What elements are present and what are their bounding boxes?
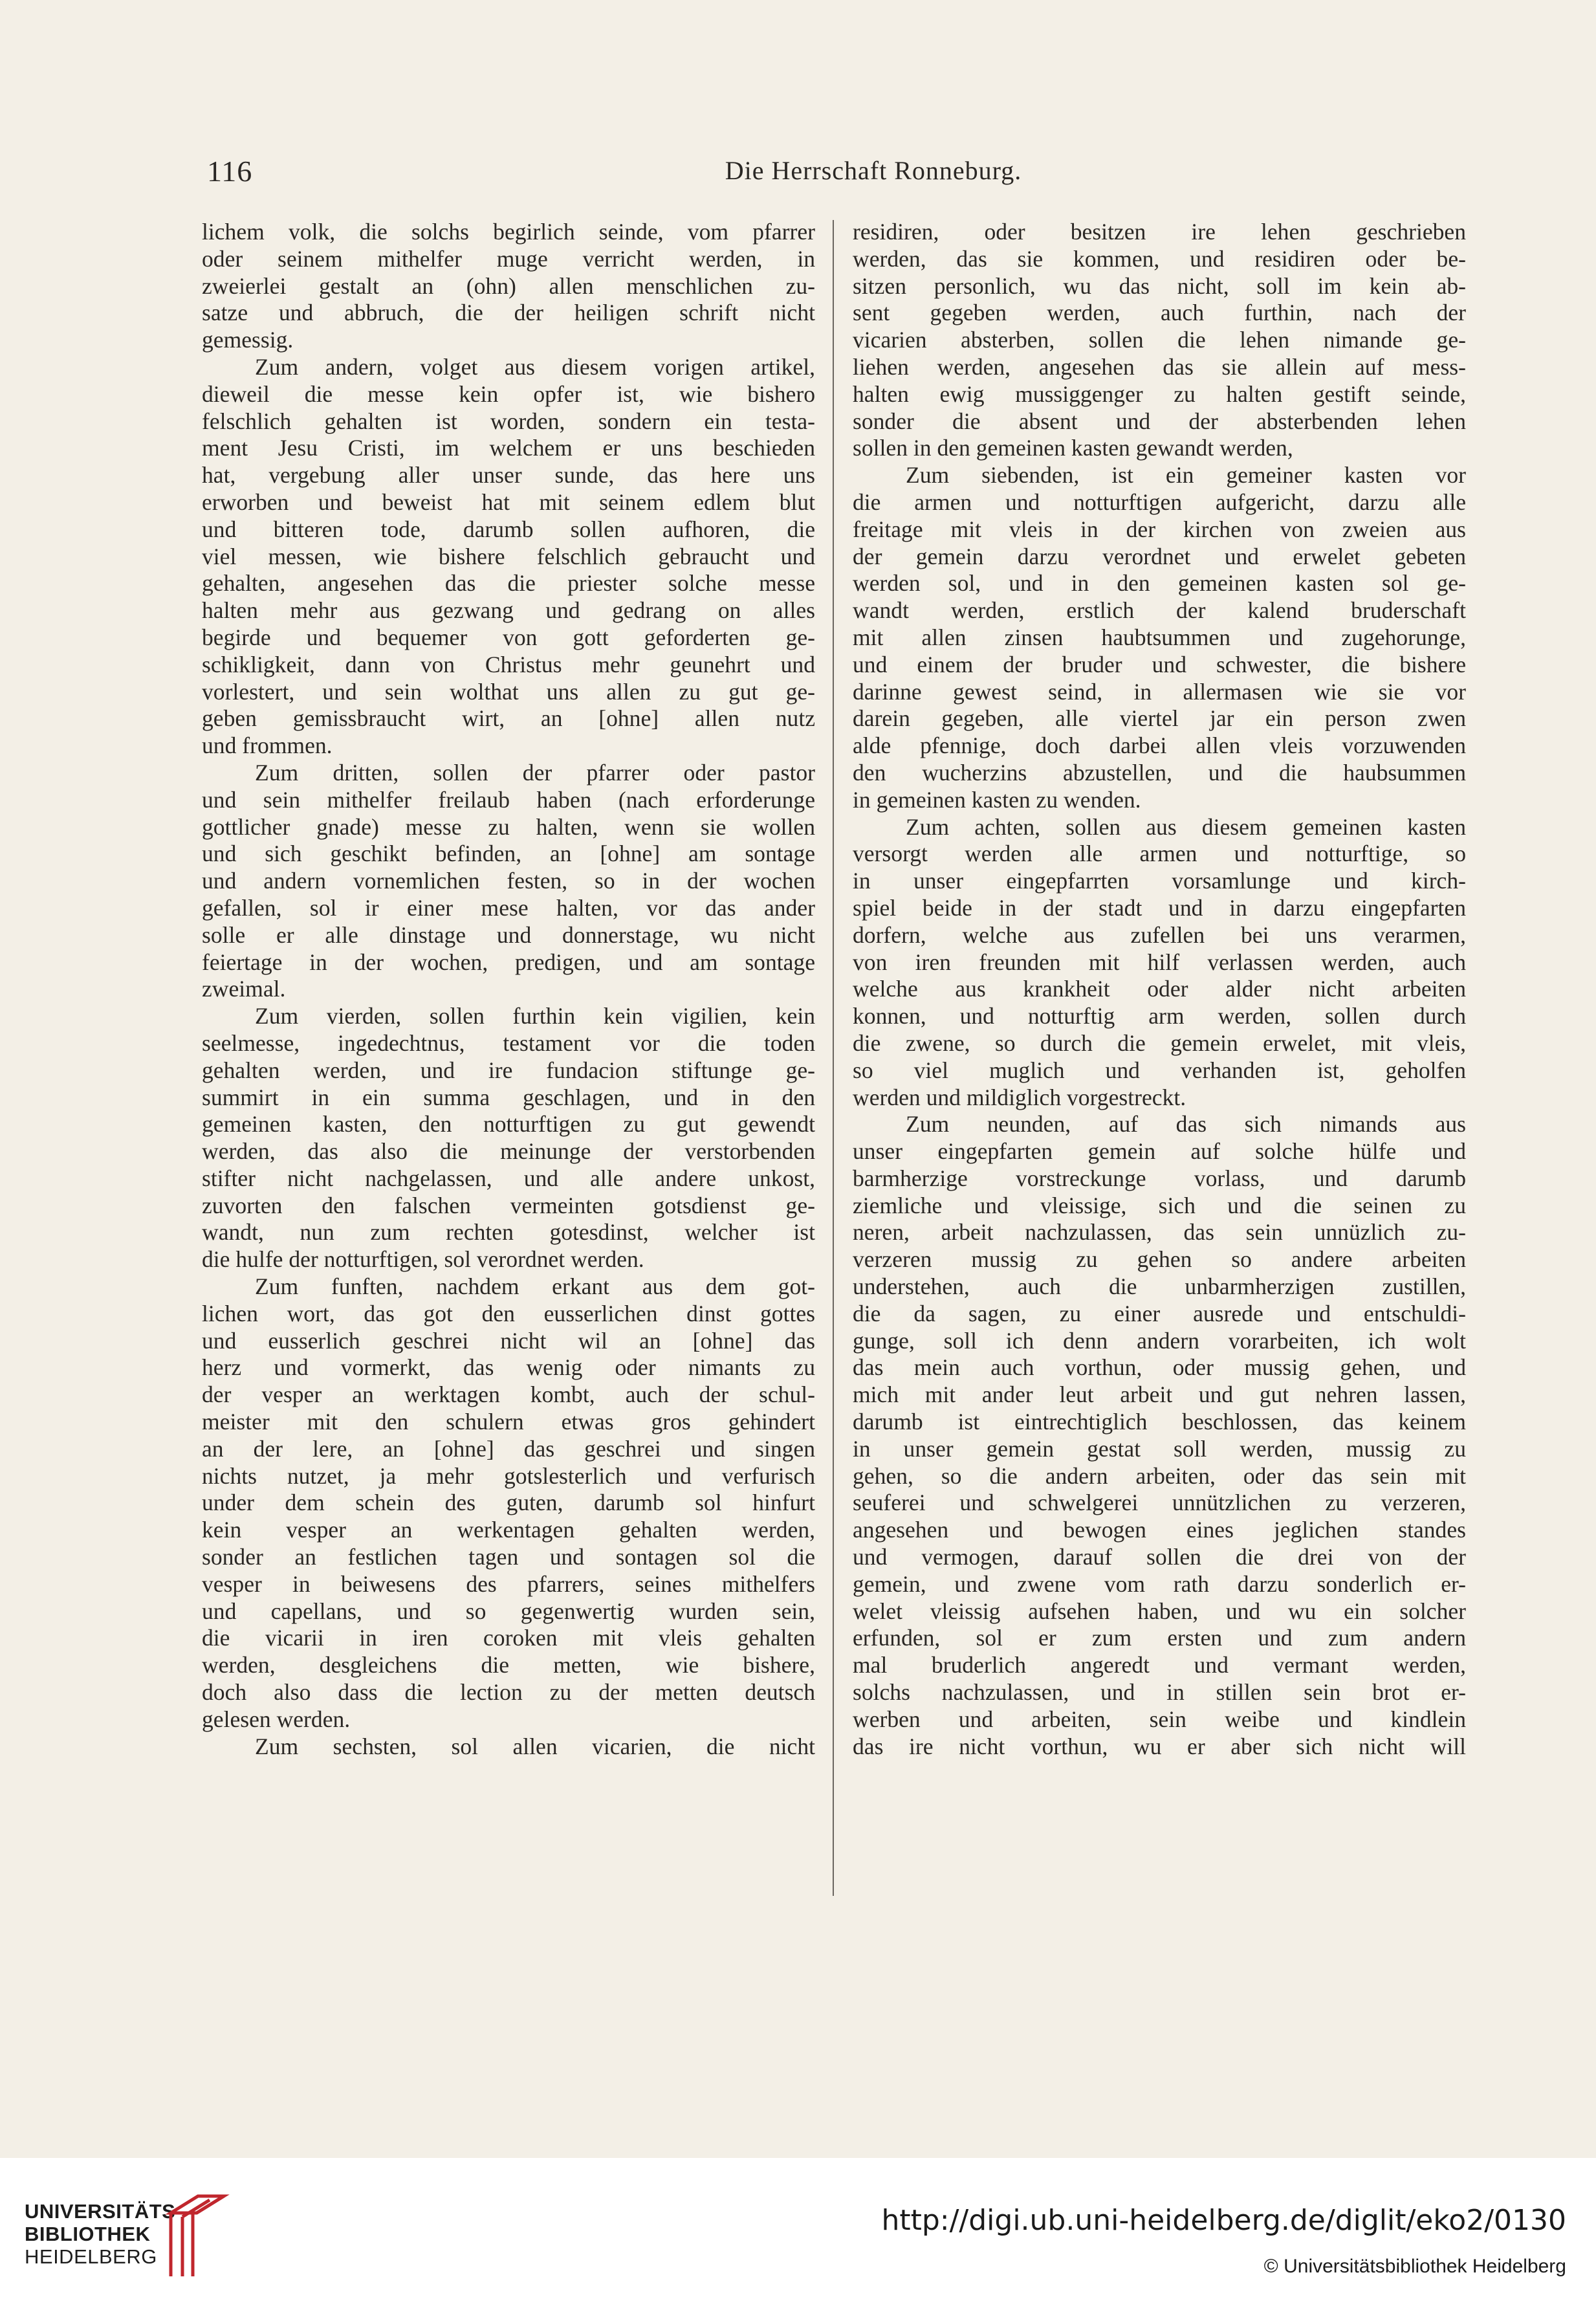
text-line: werden, das also die meinunge der verstorbenden — [202, 1138, 815, 1165]
text-line: sonder an festlichen tagen und sontagen sol die — [202, 1544, 815, 1570]
text-line: gehalten, angesehen das die priester solche messe — [202, 570, 815, 597]
text-line: werden, desgleichens die metten, wie bishere, — [202, 1652, 815, 1678]
text-line: von iren freunden mit hilf verlassen werden, auch — [853, 949, 1466, 975]
text-line: viel messen, wie bishere felschlich gebraucht und — [202, 543, 815, 569]
text-line: angesehen und bewogen eines jeglichen standes — [853, 1517, 1466, 1543]
text-line: seelmesse, ingedechtnus, testament vor die toden — [202, 1029, 815, 1056]
text-line: und sein mithelfer freilaub haben (nach erforderunge — [202, 786, 815, 813]
text-line: in gemeinen kasten zu wenden. — [853, 786, 1141, 813]
text-line: den wucherzins abzustellen, und die haubsummen — [853, 759, 1466, 786]
text-line: solle er alle dinstage und donnerstage, wu nicht — [202, 921, 815, 948]
text-line: vorlestert, und sein wolthat uns allen zu gut ge- — [202, 678, 815, 705]
text-line: mal bruderlich angeredt und vermant werden, — [853, 1652, 1466, 1678]
text-line: halten mehr aus gezwang und gedrang on alles — [202, 597, 815, 624]
text-line: schikligkeit, dann von Christus mehr geunehrt und — [202, 651, 815, 677]
text-line: sitzen personlich, wu das nicht, soll im kein ab- — [853, 272, 1466, 299]
text-line: gunge, soll ich denn andern vorarbeiten, ich wolt — [853, 1327, 1466, 1354]
text-line: dieweil die messe kein opfer ist, wie bishero — [202, 380, 815, 407]
text-line: gemeinen kasten, den notturftigen zu gut gewendt — [202, 1111, 815, 1138]
text-line: die zwene, so durch die gemein erwelet, mit vleis, — [853, 1029, 1466, 1056]
source-url[interactable]: http://digi.ub.uni-heidelberg.de/diglit/eko2/0130 — [881, 2204, 1566, 2237]
text-line: liehen werden, angesehen das sie allein auf mess- — [853, 353, 1466, 380]
text-line: das ire nicht vorthun, wu er aber sich nicht will — [853, 1733, 1466, 1759]
text-line: werden sol, und in den gemeinen kasten sol ge- — [853, 570, 1466, 597]
text-line: gottlicher gnade) messe zu halten, wenn sie wollen — [202, 813, 815, 840]
text-line: ziemliche und vleissige, sich und die seinen zu — [853, 1192, 1466, 1218]
text-line: freitage mit vleis in der kirchen von zweien aus — [853, 516, 1466, 542]
library-logo-icon — [159, 2187, 230, 2284]
text-line: vesper in beiwesens des pfarrers, seines mithelfers — [202, 1570, 815, 1597]
text-line: welet vleissig aufsehen haben, und wu ein solcher — [853, 1598, 1466, 1624]
text-line: verzeren mussig zu gehen so andere arbeiten — [853, 1246, 1466, 1273]
text-line: halten ewig mussiggenger zu halten gestift seinde, — [853, 380, 1466, 407]
text-line: wandt werden, erstlich der kalend bruderschaft — [853, 597, 1466, 624]
left-column — [202, 219, 815, 1901]
text-line: das mein auch vorthun, oder mussig gehen, und — [853, 1354, 1466, 1381]
text-line: und frommen. — [202, 732, 333, 759]
text-line: mit allen zinsen haubtsummen und zugehorunge, — [853, 624, 1466, 650]
text-line: Zum sechsten, sol allen vicarien, die nicht — [255, 1733, 815, 1759]
text-line: solchs nachzulassen, und in stillen sein brot er- — [853, 1679, 1466, 1706]
text-line: die vicarii in iren coroken mit vleis gehalten — [202, 1625, 815, 1651]
text-line: und eusserlich geschrei nicht wil an [ohne] das — [202, 1327, 815, 1354]
text-line: Zum vierden, sollen furthin kein vigilien, kein — [255, 1003, 815, 1029]
text-line: summirt in ein summa geschlagen, und in den — [202, 1084, 815, 1110]
text-line: werden, das sie kommen, und residiren oder be- — [853, 245, 1466, 272]
text-line: gemein, und zwene vom rath darzu sonderlich er- — [853, 1570, 1466, 1597]
text-line: in unser gemein gestat soll werden, mussig zu — [853, 1435, 1466, 1462]
text-line: hat, vergebung aller unser sunde, das here uns — [202, 462, 815, 489]
text-line: kein vesper an werkentagen gehalten werden, — [202, 1517, 815, 1543]
text-line: sent gegeben werden, auch furthin, nach der — [853, 300, 1466, 326]
text-line: an der lere, an [ohne] das geschrei und singen — [202, 1435, 815, 1462]
text-line: und bitteren tode, darumb sollen aufhoren, die — [202, 516, 815, 542]
text-line: begirde und bequemer von gott geforderten ge- — [202, 624, 815, 650]
right-column — [853, 219, 1466, 1901]
text-line: sonder die absent und der absterbenden lehen — [853, 408, 1466, 434]
text-line: die da sagen, zu einer ausrede und entschuldi- — [853, 1300, 1466, 1326]
text-line: vicarien absterben, sollen die lehen nimande ge- — [853, 327, 1466, 353]
text-line: lichem volk, die solchs begirlich seinde, vom pfarrer — [202, 219, 815, 245]
text-line: spiel beide in der stadt und in darzu eingepfarten — [853, 894, 1466, 921]
text-line: Zum funften, nachdem erkant aus dem got- — [255, 1273, 815, 1300]
text-line: meister mit den schulern etwas gros gehindert — [202, 1409, 815, 1435]
text-line: gefallen, sol ir einer mese halten, vor das ander — [202, 894, 815, 921]
text-line: erworben und beweist hat mit seinem edlem blut — [202, 489, 815, 515]
text-line: zweimal. — [202, 976, 286, 1002]
text-line: Zum achten, sollen aus diesem gemeinen kasten — [906, 813, 1466, 840]
text-line: feiertage in der wochen, predigen, und am sontage — [202, 949, 815, 975]
text-line: und andern vornemlichen festen, so in der wochen — [202, 868, 815, 894]
text-line: und sich geschikt befinden, an [ohne] am sontage — [202, 841, 815, 867]
copyright-notice: © Universitätsbibliothek Heidelberg — [1263, 2256, 1566, 2277]
text-line: gelesen werden. — [202, 1706, 351, 1732]
text-line: understehen, auch die unbarmherzigen zustillen, — [853, 1273, 1466, 1300]
text-line: versorgt werden alle armen und notturftige, so — [853, 841, 1466, 867]
text-line: erfunden, sol er zum ersten und zum andern — [853, 1625, 1466, 1651]
text-line: stifter nicht nachgelassen, und alle andere unkost, — [202, 1165, 815, 1191]
logo-line-3: HEIDELBERG — [25, 2245, 157, 2268]
text-line: darumb ist eintrechtiglich beschlossen, das keinem — [853, 1409, 1466, 1435]
text-line: darein gegeben, alle viertel jar ein person zwen — [853, 705, 1466, 732]
text-line: der gemein darzu verordnet und erwelet gebeten — [853, 543, 1466, 569]
text-line: dorfern, welche aus zufellen bei uns verarmen, — [853, 921, 1466, 948]
text-line: gemessig. — [202, 327, 294, 353]
text-line: Zum neunden, auf das sich nimands aus — [906, 1111, 1466, 1138]
text-line: Zum andern, volget aus diesem vorigen artikel, — [255, 353, 815, 380]
text-line: neren, arbeit nachzulassen, das sein unnüzlich zu- — [853, 1219, 1466, 1246]
text-line: gehalten werden, und ire fundacion stiftunge ge- — [202, 1057, 815, 1083]
text-line: ment Jesu Cristi, im welchem er uns beschieden — [202, 435, 815, 461]
text-line: welche aus krankheit oder alder nicht arbeiten — [853, 976, 1466, 1002]
text-line: Zum siebenden, ist ein gemeiner kasten vor — [906, 462, 1466, 489]
text-line: residiren, oder besitzen ire lehen geschrieben — [853, 219, 1466, 245]
text-line: in unser eingepfarrten vorsamlunge und kirch- — [853, 868, 1466, 894]
text-line: under dem schein des guten, darumb sol hinfurt — [202, 1490, 815, 1516]
text-line: zweierlei gestalt an (ohn) allen menschlichen zu- — [202, 272, 815, 299]
logo-line-2: BIBLIOTHEK — [25, 2223, 151, 2245]
text-line: die armen und notturftigen aufgericht, darzu alle — [853, 489, 1466, 515]
text-line: zuvorten den falschen vermeinten gotsdienst ge- — [202, 1192, 815, 1218]
text-line: satze und abbruch, die der heiligen schrift nicht — [202, 300, 815, 326]
running-title: Die Herrschaft Ronneburg. — [725, 156, 1022, 185]
text-line: unser eingepfarten gemein auf solche hülfe und — [853, 1138, 1466, 1165]
text-line: alde pfennige, doch darbei allen vleis vorzuwenden — [853, 732, 1466, 759]
text-line: und capellans, und so gegenwertig wurden sein, — [202, 1598, 815, 1624]
text-line: so viel muglich und verhanden ist, geholfen — [853, 1057, 1466, 1083]
column-divider — [833, 220, 834, 1896]
text-line: wandt, nun zum rechten gotesdinst, welcher ist — [202, 1219, 815, 1246]
page-number: 116 — [207, 155, 253, 188]
text-line: und einem der bruder und schwester, die bishere — [853, 651, 1466, 677]
text-line: Zum dritten, sollen der pfarrer oder pastor — [255, 759, 815, 786]
text-line: barmherzige vorstreckunge vorlass, und darumb — [853, 1165, 1466, 1191]
text-line: nichts nutzet, ja mehr gotslesterlich und verfurisch — [202, 1462, 815, 1489]
text-line: konnen, und notturftig arm werden, sollen durch — [853, 1003, 1466, 1029]
text-line: werden und mildiglich vorgestreckt. — [853, 1084, 1186, 1110]
text-line: gehen, so die andern arbeiten, oder das sein mit — [853, 1462, 1466, 1489]
text-line: und vermogen, darauf sollen die drei von der — [853, 1544, 1466, 1570]
text-line: felschlich gehalten ist worden, sondern ein testa- — [202, 408, 815, 434]
text-line: geben gemissbraucht wirt, an [ohne] allen nutz — [202, 705, 815, 732]
text-line: lichen wort, das got den eusserlichen dinst gottes — [202, 1300, 815, 1326]
text-line: oder seinem mithelfer muge verricht werden, in — [202, 245, 815, 272]
text-line: der vesper an werktagen kombt, auch der schul- — [202, 1381, 815, 1408]
text-line: mich mit ander leut arbeit und gut nehren lassen, — [853, 1381, 1466, 1408]
text-line: doch also dass die lection zu der metten deutsch — [202, 1679, 815, 1706]
text-line: herz und vormerkt, das wenig oder nimants zu — [202, 1354, 815, 1381]
text-line: die hulfe der notturftigen, sol verordnet werden. — [202, 1246, 644, 1273]
text-line: seuferei und schwelgerei unnützlichen zu verzeren, — [853, 1490, 1466, 1516]
logo-line-1: UNIVERSITÄTS- — [25, 2200, 183, 2223]
text-line: sollen in den gemeinen kasten gewandt werden, — [853, 435, 1293, 461]
text-line: darinne gewest seind, in allermasen wie sie vor — [853, 678, 1466, 705]
text-line: werben und arbeiten, sein weibe und kindlein — [853, 1706, 1466, 1732]
